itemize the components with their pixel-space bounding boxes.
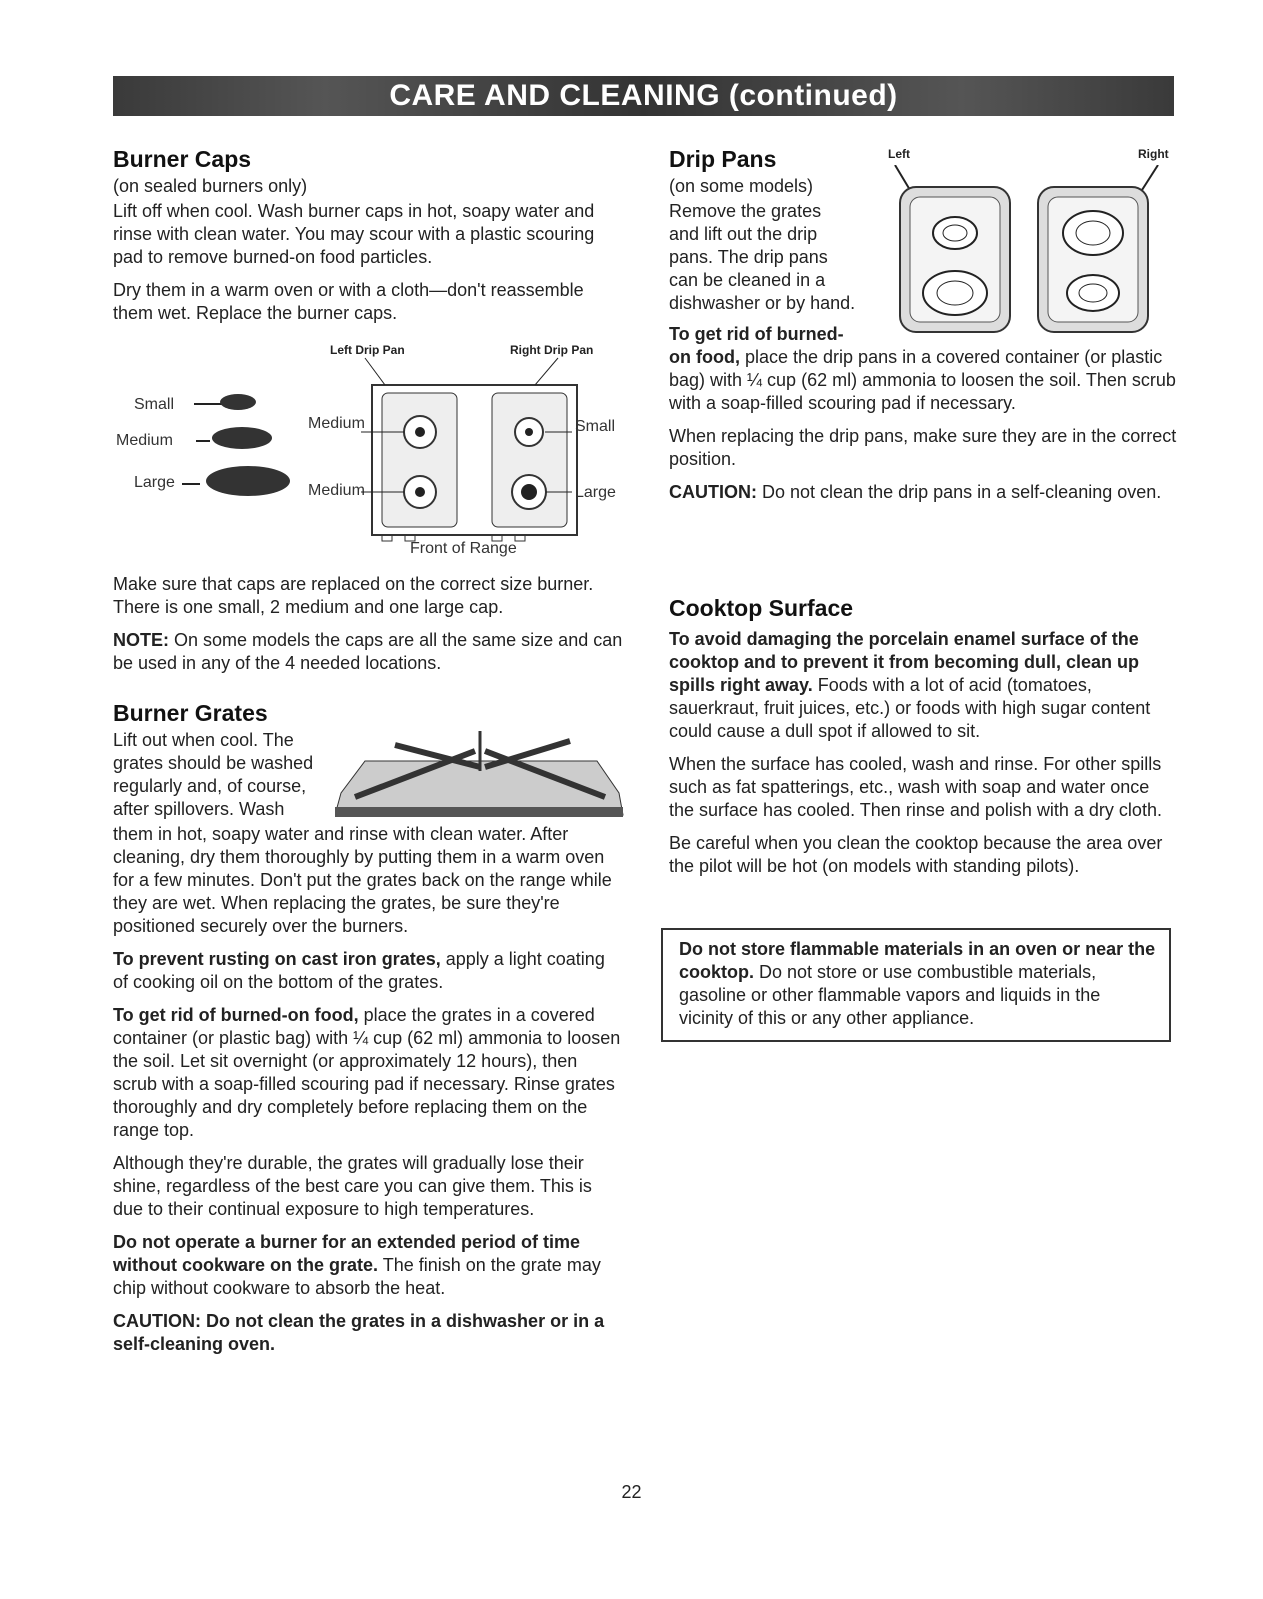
drip-p4-bold: CAUTION: <box>669 482 757 502</box>
burner-caps-note <box>113 629 623 675</box>
burner-caps-paragraph-2: Dry them in a warm oven or with a cloth—don't reassemble them wet. Replace the burner caps. <box>113 280 584 323</box>
grates-p3-bold: To get rid of burned-on food, <box>113 1005 359 1025</box>
grates-line: grates should be washed <box>113 753 314 773</box>
drip-pans-illustration <box>890 165 1180 340</box>
drip-pans-line: can be cleaned in a <box>669 270 826 290</box>
right-pan-label: Right <box>1138 147 1169 161</box>
warning-bold: Do not store flammable materials in an oven or near the cooktop. <box>679 939 1156 982</box>
flammable-warning-box <box>661 928 1171 1042</box>
drip-pans-paragraph-3: When replacing the drip pans, make sure they are in the correct position. <box>669 426 1177 469</box>
page-number: 22 <box>621 1482 642 1502</box>
left-drip-pan-label: Left Drip Pan <box>330 343 405 357</box>
note-text: On some models the caps are all the same size and can be used in any of the 4 needed locations. <box>113 630 623 673</box>
right-drip-pan-label: Right Drip Pan <box>510 343 594 357</box>
drip-pans-line: dishwasher or by hand. <box>669 293 856 313</box>
burner-caps-heading: Burner Caps <box>113 146 252 172</box>
grates-p5-text: The finish on the grate may chip without cookware to absorb the heat. <box>113 1255 601 1298</box>
cooktop-section <box>669 595 1174 888</box>
grates-caution: CAUTION: Do not clean the grates in a dishwasher or in a self-cleaning oven. <box>113 1311 605 1354</box>
section-title: CARE AND CLEANING (continued) <box>389 79 898 112</box>
grates-p3-text: place the grates in a covered container (or plastic bag) with ¼ cup (62 ml) ammonia to loosen the soil. Let sit overnight (or approximately 12 hours), then scrub with a soap-filled scouring pad if necessary. Rinse grates thoroughly and dry completely before replacing them on the range top. <box>113 1005 621 1140</box>
burner-caps-section <box>113 146 623 335</box>
front-of-range-label: Front of Range <box>410 540 517 557</box>
grates-paragraph-4: Although they're durable, the grates will gradually lose their shine, regardless of the best care you can give them. This is due to their continual exposure to high temperatures. <box>113 1153 592 1219</box>
warning-body: Do not store or use combustible materials, gasoline or other flammable vapors and liquids in the vicinity of this or any other appliance. <box>679 962 1101 1028</box>
grates-p2-text: apply a light coating of cooking oil on the bottom of the grates. <box>113 949 605 992</box>
grates-line: Lift out when cool. The <box>113 730 294 750</box>
cooktop-p1-text: Foods with a lot of acid (tomatoes, sauerkraut, fruit juices, etc.) or foods with high sugar content could cause a dull spot if allowed to sit. <box>669 675 1151 741</box>
grates-line: regularly and, of course, <box>113 776 307 796</box>
drip-pans-line: pans. The drip pans <box>669 247 828 267</box>
left-pan-label: Left <box>888 147 910 161</box>
cap-large-label: Large <box>134 474 175 491</box>
cap-and-range-illustration <box>160 355 580 545</box>
medium-bottom-left-label: Medium <box>308 482 365 499</box>
drip-pans-line: Remove the grates <box>669 201 822 221</box>
grates-paragraph-3 <box>113 1004 623 1142</box>
grate-illustration <box>335 731 625 821</box>
cooktop-paragraph-1 <box>669 628 1174 743</box>
grates-line: after spillovers. Wash <box>113 799 285 819</box>
grates-p2-bold: To prevent rusting on cast iron grates, <box>113 949 441 969</box>
burner-caps-paragraph-3: Make sure that caps are replaced on the correct size burner. There is one small, 2 medium and one large cap. <box>113 574 594 617</box>
drip-p4-text: Do not clean the drip pans in a self-cleaning oven. <box>757 482 1162 502</box>
note-label: NOTE: <box>113 630 169 650</box>
drip-pans-line: and lift out the drip <box>669 224 818 244</box>
drip-pans-paragraph-4 <box>669 481 1179 504</box>
drip-pans-subheading: (on some models) <box>669 176 814 196</box>
small-right-label: Small <box>575 418 616 435</box>
drip-p2-bold-1: To get rid of burned- <box>669 324 844 344</box>
large-right-label: Large <box>575 484 616 501</box>
drip-pans-heading: Drip Pans <box>669 146 777 172</box>
warning-text <box>679 938 1157 1030</box>
burner-grates-heading: Burner Grates <box>113 700 268 726</box>
burner-caps-subheading: (on sealed burners only) <box>113 176 308 196</box>
medium-top-left-label: Medium <box>308 415 365 432</box>
burner-caps-paragraph-1: Lift off when cool. Wash burner caps in hot, soapy water and rinse with clean water. You may scour with a plastic scouring pad to remove burned-on food particles. <box>113 201 595 267</box>
drip-p2-bold-2: on food, <box>669 347 740 367</box>
grates-paragraph-1: them in hot, soapy water and rinse with clean water. After cleaning, dry them thoroughly by putting them in a warm oven for a few minutes. Don't put the grates back on the range while they are wet. When replacing the grates, be sure they're positioned securely over the burners. <box>113 824 612 936</box>
cooktop-paragraph-2: When the surface has cooled, wash and rinse. For other spills such as fat spatterings, etc., wash with soap and water once the surface has cooled. Then rinse and polish with a dry cloth. <box>669 754 1162 820</box>
cooktop-paragraph-3: Be careful when you clean the cooktop because the area over the pilot will be hot (on models with standing pilots). <box>669 833 1163 876</box>
grates-paragraph-5 <box>113 1231 623 1300</box>
cooktop-heading: Cooktop Surface <box>669 595 854 621</box>
burner-grates-section <box>113 700 623 1366</box>
grates-paragraph-2 <box>113 948 623 994</box>
cap-medium-label: Medium <box>116 432 173 449</box>
burner-caps-continued <box>113 573 623 685</box>
cap-small-label: Small <box>134 396 175 413</box>
section-banner <box>113 76 1174 116</box>
cooktop-p1-bold: To avoid damaging the porcelain enamel surface of the cooktop and to prevent it from becoming dull, clean up spills right away. <box>669 629 1140 695</box>
drip-p2-text: place the drip pans in a covered container (or plastic bag) with ¼ cup (62 ml) ammonia to loosen the soil. Then scrub with a soap-filled scouring pad if necessary. <box>669 347 1176 413</box>
grates-p5-bold: Do not operate a burner for an extended period of time without cookware on the grate. <box>113 1232 581 1275</box>
